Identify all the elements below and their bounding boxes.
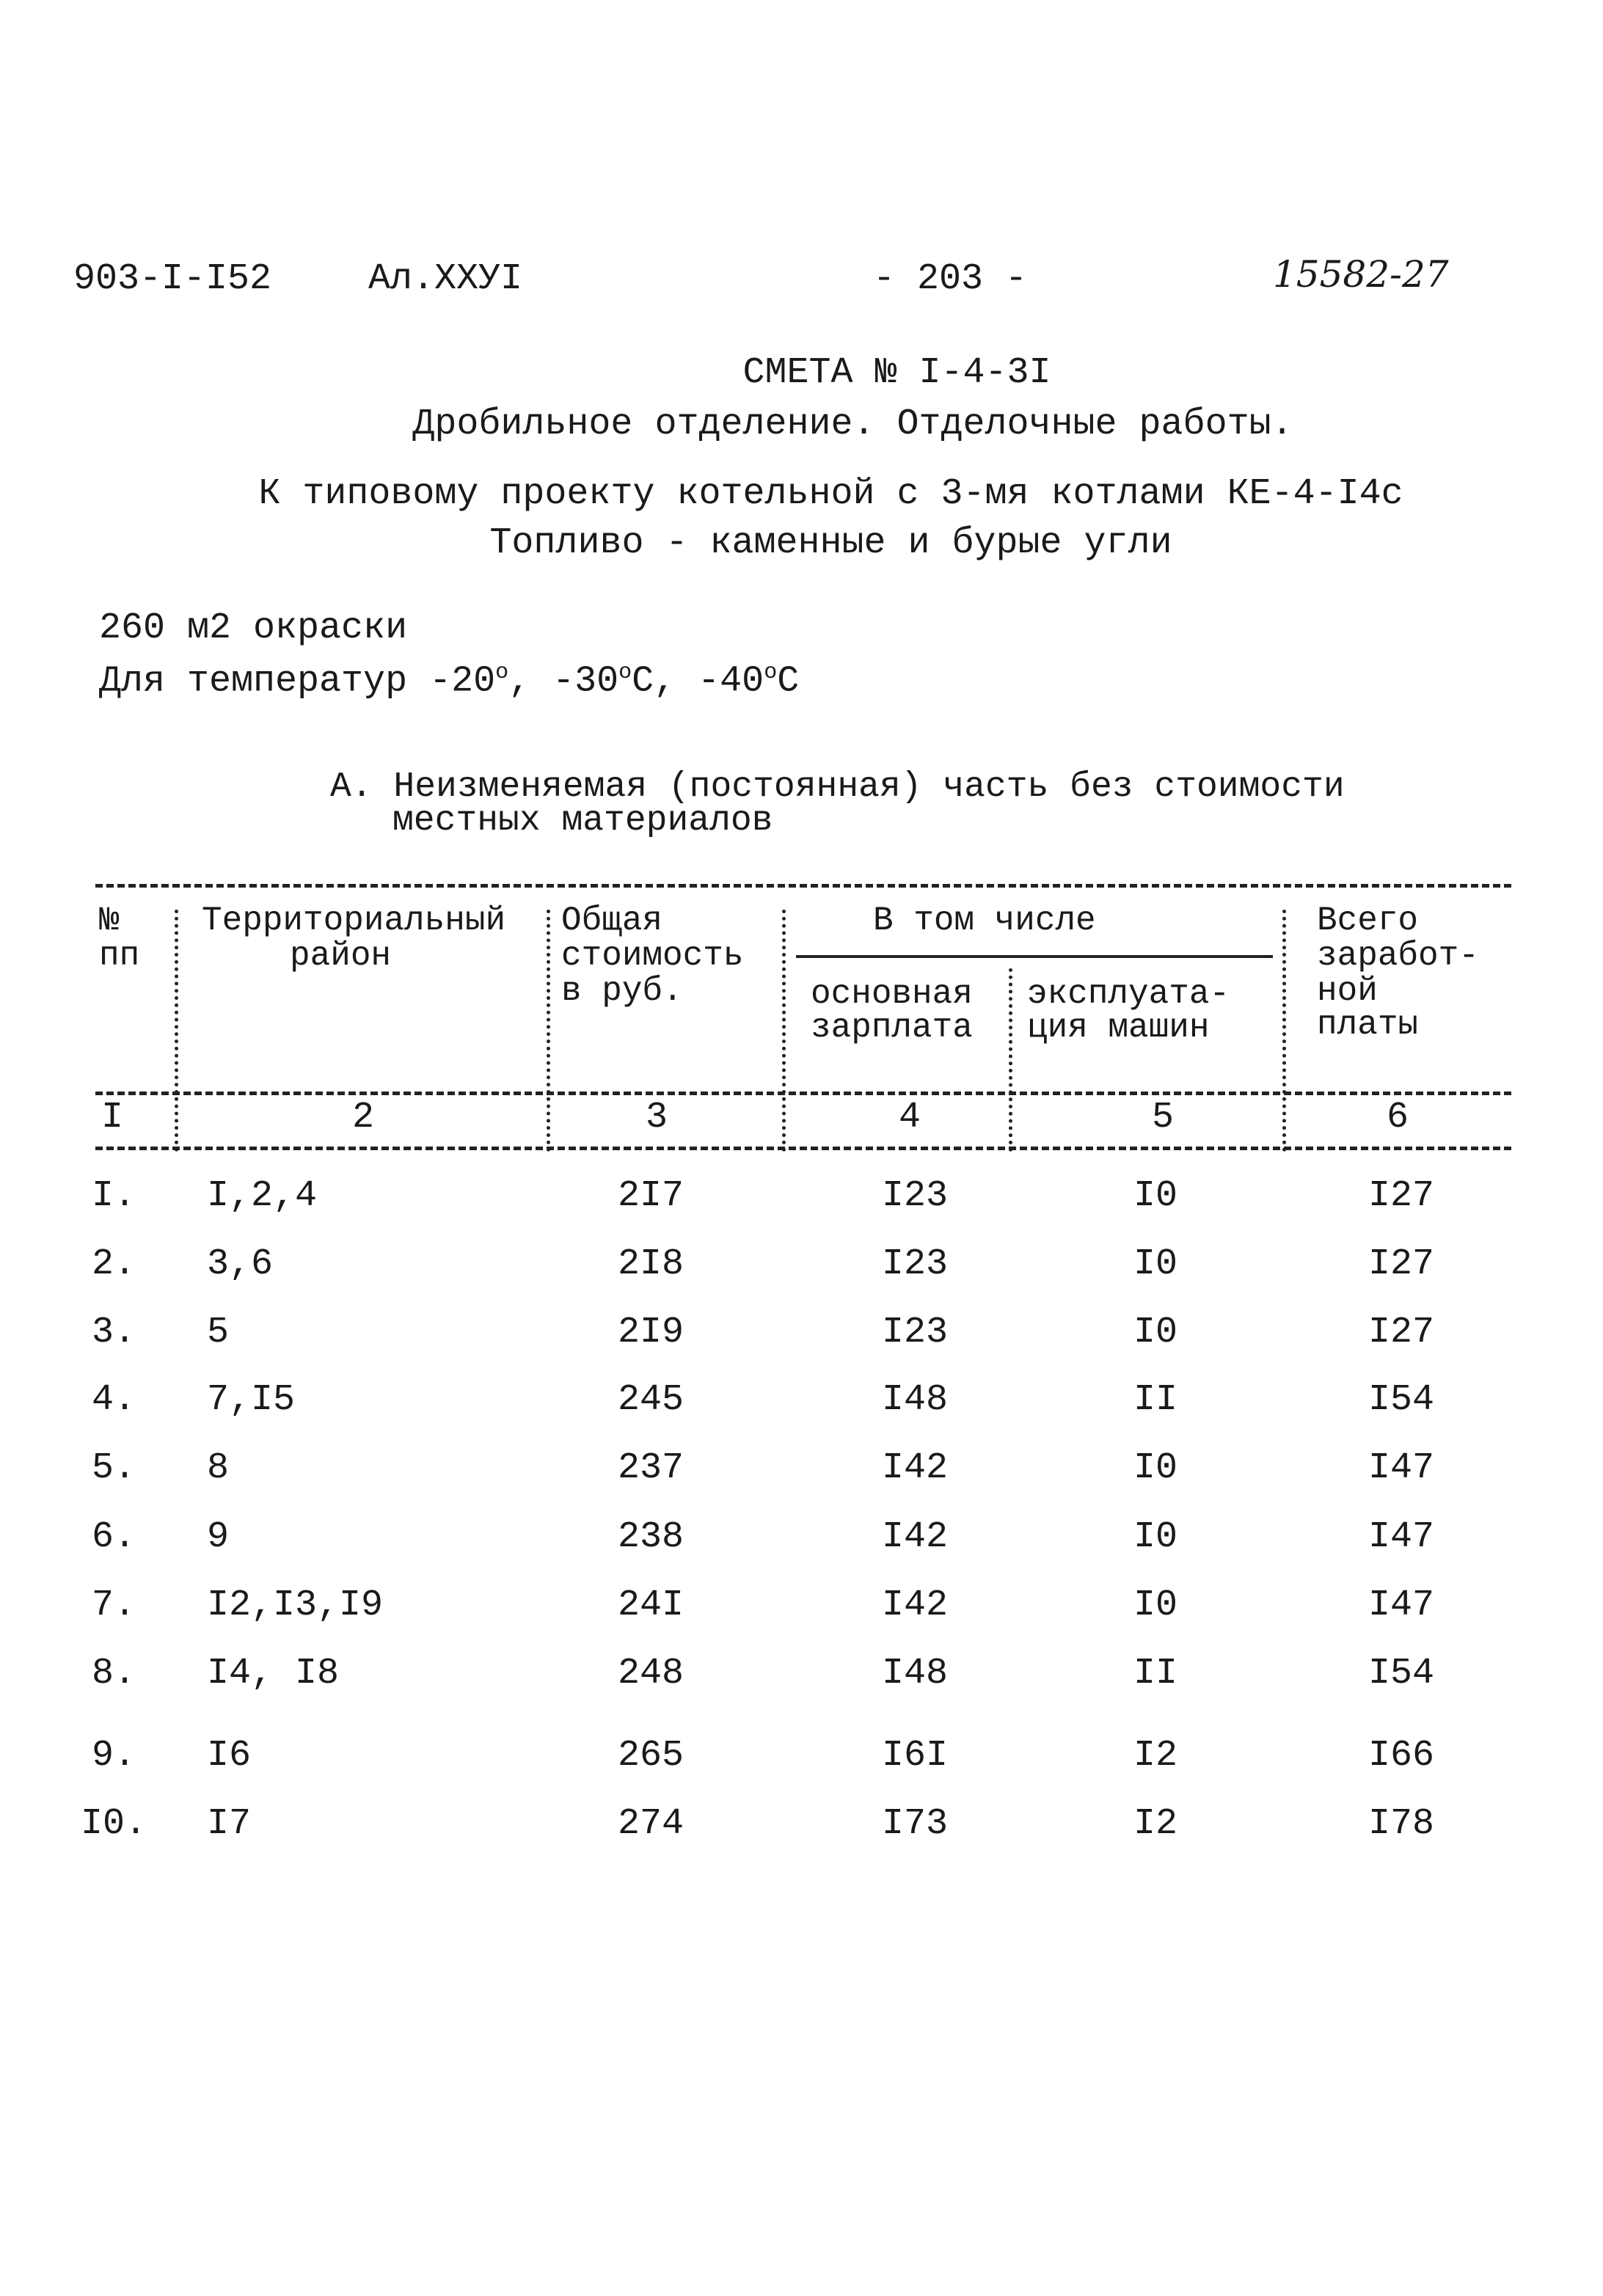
header-total-wages-line3: ной bbox=[1317, 972, 1378, 1010]
row-number: 2. bbox=[92, 1243, 136, 1285]
table-top-rule bbox=[95, 884, 1511, 888]
row-number: 7. bbox=[92, 1584, 136, 1626]
row-total-cost: 237 bbox=[618, 1447, 684, 1489]
header-region-line1: Территориальный bbox=[202, 902, 506, 940]
col-separator bbox=[1009, 968, 1012, 1152]
row-base-wage: I73 bbox=[882, 1803, 949, 1845]
row-machine-operation: I0 bbox=[1133, 1175, 1178, 1217]
row-base-wage: I48 bbox=[882, 1653, 949, 1694]
header-including: В том числе bbox=[873, 902, 1096, 940]
row-region: I7 bbox=[207, 1803, 252, 1845]
header-total-line2: стоимость bbox=[561, 937, 744, 975]
row-region: 3,6 bbox=[207, 1243, 274, 1285]
estimate-title: СМЕТА № I-4-3I bbox=[742, 352, 1051, 394]
row-number: 5. bbox=[92, 1447, 136, 1489]
header-number-line1: № bbox=[99, 902, 120, 940]
page-number: - 203 - bbox=[873, 258, 1028, 300]
row-total-cost: 238 bbox=[618, 1516, 684, 1558]
row-total-cost: 24I bbox=[618, 1584, 684, 1626]
table-row bbox=[0, 1516, 1603, 1560]
header-bottom-rule bbox=[95, 1092, 1511, 1095]
col-separator bbox=[1282, 910, 1286, 1152]
header-machines-line2: ция машин bbox=[1027, 1009, 1210, 1047]
header-total-wages-line4: платы bbox=[1317, 1006, 1419, 1044]
row-machine-operation: I0 bbox=[1133, 1584, 1178, 1626]
row-number: 6. bbox=[92, 1516, 136, 1558]
column-number-6: 6 bbox=[1387, 1097, 1409, 1138]
header-total-wages-line1: Всего bbox=[1317, 902, 1419, 940]
row-region: 9 bbox=[207, 1516, 230, 1558]
row-region: 8 bbox=[207, 1447, 230, 1489]
section-caption-line2: местных материалов bbox=[392, 801, 773, 841]
row-region: 7,I5 bbox=[207, 1379, 296, 1421]
row-number: 4. bbox=[92, 1379, 136, 1421]
row-base-wage: I23 bbox=[882, 1243, 949, 1285]
column-number-4: 4 bbox=[899, 1097, 921, 1138]
row-base-wage: I6I bbox=[882, 1735, 949, 1777]
row-total-wages: I27 bbox=[1368, 1175, 1435, 1217]
header-machines-line1: эксплуата- bbox=[1027, 975, 1230, 1013]
header-number-line2: пп bbox=[99, 937, 140, 975]
row-base-wage: I42 bbox=[882, 1584, 949, 1626]
table-row bbox=[0, 1312, 1603, 1356]
row-total-wages: I47 bbox=[1368, 1516, 1435, 1558]
album-number: Ал.XXУI bbox=[368, 258, 523, 300]
row-number: 3. bbox=[92, 1312, 136, 1353]
row-machine-operation: I0 bbox=[1133, 1447, 1178, 1489]
row-base-wage: I23 bbox=[882, 1175, 949, 1217]
fuel-description: Топливо - каменные и бурые угли bbox=[489, 522, 1172, 564]
row-total-wages: I54 bbox=[1368, 1653, 1435, 1694]
header-total-wages-line2: заработ- bbox=[1317, 937, 1479, 975]
row-total-wages: I27 bbox=[1368, 1243, 1435, 1285]
column-number-rule bbox=[95, 1147, 1511, 1150]
row-machine-operation: I2 bbox=[1133, 1803, 1178, 1845]
column-number-5: 5 bbox=[1152, 1097, 1175, 1138]
row-number: 8. bbox=[92, 1653, 136, 1694]
handwritten-stamp: 15582-27 bbox=[1273, 253, 1449, 296]
header-total-line3: в руб. bbox=[561, 972, 683, 1010]
row-base-wage: I42 bbox=[882, 1516, 949, 1558]
estimate-subtitle: Дробильное отделение. Отделочные работы. bbox=[412, 403, 1293, 445]
row-machine-operation: I2 bbox=[1133, 1735, 1178, 1777]
row-base-wage: I48 bbox=[882, 1379, 949, 1421]
row-total-cost: 265 bbox=[618, 1735, 684, 1777]
row-total-wages: I66 bbox=[1368, 1735, 1435, 1777]
table-row bbox=[0, 1243, 1603, 1287]
row-total-cost: 248 bbox=[618, 1653, 684, 1694]
header-total-line1: Общая bbox=[561, 902, 663, 940]
row-machine-operation: I0 bbox=[1133, 1312, 1178, 1353]
row-region: I4, I8 bbox=[207, 1653, 340, 1694]
header-including-rule bbox=[796, 955, 1273, 958]
row-total-wages: I27 bbox=[1368, 1312, 1435, 1353]
document-code: 903-I-I52 bbox=[73, 258, 272, 300]
section-caption-line1: А. Неизменяемая (постоянная) часть без стоимости bbox=[330, 767, 1345, 807]
row-machine-operation: I0 bbox=[1133, 1516, 1178, 1558]
row-region: I,2,4 bbox=[207, 1175, 318, 1217]
row-base-wage: I23 bbox=[882, 1312, 949, 1353]
row-total-cost: 274 bbox=[618, 1803, 684, 1845]
row-machine-operation: II bbox=[1133, 1379, 1178, 1421]
col-separator bbox=[175, 910, 178, 1152]
row-machine-operation: I0 bbox=[1133, 1243, 1178, 1285]
col-separator bbox=[547, 910, 550, 1152]
table-row bbox=[0, 1379, 1603, 1423]
row-total-wages: I47 bbox=[1368, 1584, 1435, 1626]
table-row bbox=[0, 1447, 1603, 1491]
row-total-wages: I47 bbox=[1368, 1447, 1435, 1489]
row-total-cost: 245 bbox=[618, 1379, 684, 1421]
column-number-1: I bbox=[101, 1097, 124, 1138]
table-row bbox=[0, 1803, 1603, 1847]
column-number-3: 3 bbox=[646, 1097, 668, 1138]
col-separator bbox=[782, 910, 786, 1152]
table-row bbox=[0, 1735, 1603, 1779]
column-number-2: 2 bbox=[352, 1097, 375, 1138]
row-number: I0. bbox=[81, 1803, 147, 1845]
header-region-line2: район bbox=[290, 937, 392, 975]
temperature-line: Для температур $-20^о$, $-30^оС$, $-40^оС$ bbox=[99, 660, 800, 703]
table-row bbox=[0, 1584, 1603, 1628]
row-region: I6 bbox=[207, 1735, 252, 1777]
row-total-cost: 2I9 bbox=[618, 1312, 684, 1353]
project-reference: К типовому проекту котельной с 3-мя котлами КЕ-4-I4с bbox=[258, 473, 1403, 515]
header-wage-line1: основная bbox=[811, 975, 973, 1013]
header-wage-line2: зарплата bbox=[811, 1009, 973, 1047]
row-total-wages: I54 bbox=[1368, 1379, 1435, 1421]
row-number: I. bbox=[92, 1175, 136, 1217]
row-number: 9. bbox=[92, 1735, 136, 1777]
row-region: I2,I3,I9 bbox=[207, 1584, 384, 1626]
table-row bbox=[0, 1175, 1603, 1219]
row-total-cost: 2I7 bbox=[618, 1175, 684, 1217]
paint-area: 260 м2 окраски bbox=[99, 607, 408, 649]
row-base-wage: I42 bbox=[882, 1447, 949, 1489]
row-total-wages: I78 bbox=[1368, 1803, 1435, 1845]
row-total-cost: 2I8 bbox=[618, 1243, 684, 1285]
table-row bbox=[0, 1653, 1603, 1697]
row-machine-operation: II bbox=[1133, 1653, 1178, 1694]
row-region: 5 bbox=[207, 1312, 230, 1353]
